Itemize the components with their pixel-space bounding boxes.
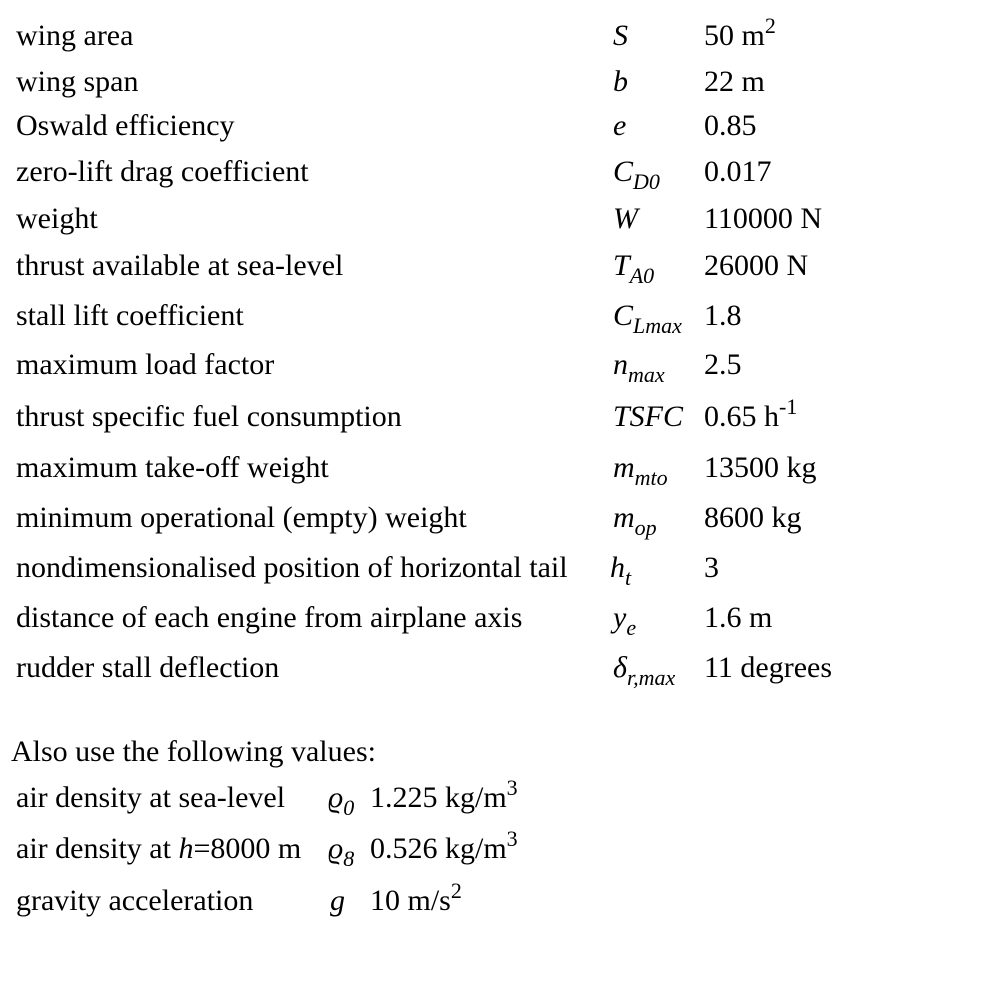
param-label: Oswald efficiency [16,109,235,142]
extra-symbol: $ϱ_0$ [328,781,355,820]
extra-symbol: $ϱ_8$ [328,832,355,871]
param-value: 3 [704,551,719,584]
param-value: 2.5 [704,348,742,381]
param-value: 13500 kg [704,451,817,484]
param-value: 0.017 [704,155,772,188]
param-value: 11 degrees [704,651,832,684]
param-label: stall lift coefficient [16,299,244,332]
param-symbol: W [613,202,638,235]
param-value: 0.65 $h^{-1}$ [704,394,798,433]
param-value: 1.6 m [704,601,773,634]
extra-value: 1.225 $kg/m^3$ [370,775,518,814]
param-symbol: $C_{Lmax}$ [613,299,682,338]
extra-label: air density at sea-level [16,781,286,814]
param-symbol: $h_t$ [610,551,632,590]
param-value: 26000 N [704,249,809,282]
param-label: wing area [16,19,134,52]
param-label: zero-lift drag coefficient [16,155,309,188]
param-symbol: e [613,109,627,142]
param-label: rudder stall deflection [16,651,280,684]
param-symbol: b [613,65,628,98]
param-label: thrust specific fuel consumption [16,400,402,433]
param-symbol: $m_{mto}$ [613,451,668,490]
extra-label: gravity acceleration [16,884,254,917]
extra-values-heading: Also use the following values: [11,735,376,768]
param-value: 110000 N [704,202,823,235]
param-symbol: $\delta_{r,max}$ [613,651,676,690]
param-value: 1.8 [704,299,742,332]
param-label: minimum operational (empty) weight [16,501,467,534]
param-value: 22 m [704,65,765,98]
extra-value: 0.526 $kg/m^3$ [370,826,518,865]
param-symbol: $m_{op}$ [613,501,657,540]
param-label: maximum load factor [16,348,275,381]
param-label: weight [16,202,98,235]
param-label: wing span [16,65,139,98]
param-label: maximum take-off weight [16,451,329,484]
param-symbol: TSFC [613,400,684,433]
param-symbol: $y_e$ [613,601,637,640]
param-symbol: $n_{max}$ [613,348,665,387]
param-value: 0.85 [704,109,757,142]
param-symbol: $C_{D0}$ [613,155,660,194]
extra-symbol: g [330,884,345,917]
param-label: nondimensionalised position of horizontal tail [16,551,568,584]
extra-label: air density at h=8000 m [16,832,302,865]
param-value: 50 $m^2$ [704,13,776,52]
param-symbol: S [613,19,628,52]
param-symbol: $T_{A0}$ [613,249,655,288]
param-value: 8600 kg [704,501,802,534]
extra-value: 10 $m/s^2$ [370,878,462,917]
param-label: thrust available at sea-level [16,249,344,282]
param-label: distance of each engine from airplane axis [16,601,523,634]
